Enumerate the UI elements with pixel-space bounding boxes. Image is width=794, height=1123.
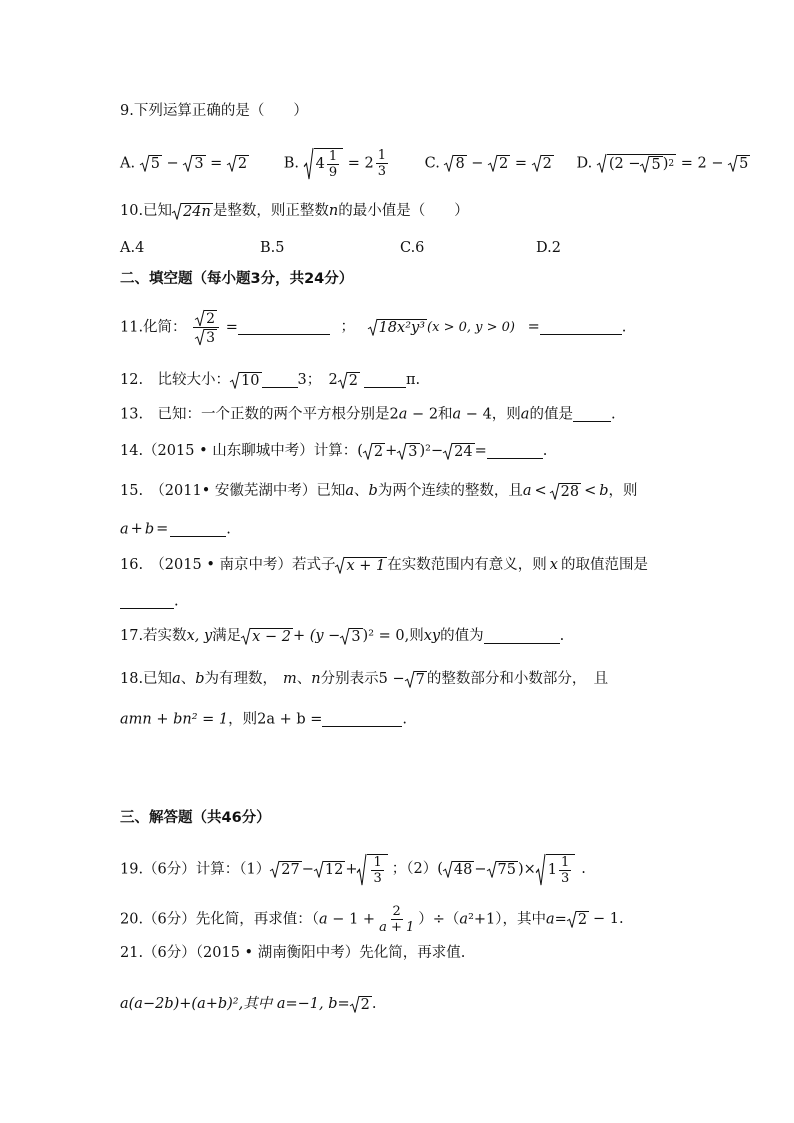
sqrt: 5 <box>140 155 162 172</box>
sqrt: 3 <box>397 443 419 460</box>
option-label: D. <box>576 155 593 172</box>
q9-stem <box>120 104 308 119</box>
sqrt: $\frac{1}{3}$ <box>357 854 387 885</box>
q10-options <box>120 241 561 256</box>
sqrt: 2 <box>338 372 360 389</box>
sqrt: 3 <box>340 628 362 645</box>
sqrt: 5 <box>728 155 750 172</box>
q15-line1: 15. （2011• 安徽芜湖中考）已知a、b为两个连续的整数，且a < 28 < b，则 <box>120 483 638 500</box>
q13: 13. 已知：一个正数的两个平方根分别是2a − 2和a − 4，则a的值是 . <box>120 406 616 423</box>
sqrt: 3 <box>183 155 205 172</box>
answer-blank[interactable] <box>573 407 611 422</box>
section-3-heading: 三、解答题（共46分） <box>120 810 271 826</box>
answer-blank[interactable] <box>170 522 226 537</box>
option-label: A. <box>120 155 136 172</box>
q16-line1: 16. （2015 • 南京中考）若式子 x + 1 在实数范围内有意义，则 x 的取值范围是 <box>120 557 648 574</box>
q10-option-a: A.4 <box>120 240 145 256</box>
sqrt: 2 <box>488 155 510 172</box>
q15-line2: a + b = . <box>120 521 231 538</box>
q9-option-a: A. 5 − 3 = 2 <box>120 155 248 173</box>
q14: 14.（2015 • 山东聊城中考）计算：( 2 + 3 )²− 24 = . <box>120 443 548 460</box>
q9-options <box>120 148 750 179</box>
sqrt: (2 − 5 ) 2 <box>597 154 676 173</box>
sqrt: 2 <box>227 155 249 172</box>
answer-blank[interactable] <box>484 629 560 644</box>
q18-line1: 18.已知a、b为有理数， m、n分别表示5 − 7 的整数部分和小数部分， 且 <box>120 671 609 688</box>
sqrt: x + 1 <box>335 557 387 574</box>
answer-blank[interactable] <box>322 712 402 727</box>
sqrt: x − 2 <box>241 628 293 645</box>
sqrt: 18x²y³ <box>368 319 427 336</box>
sqrt: 12 <box>314 861 345 878</box>
sqrt: 7 <box>405 671 427 688</box>
q19: 19.（6分）计算：（1） 27 − 12 + $\frac{1}{3}$ ；（2）( 48 − 75 )× 1 $\frac{1}{3}$ . <box>120 855 586 886</box>
answer-blank[interactable] <box>120 594 174 609</box>
answer-blank[interactable] <box>238 320 330 335</box>
q10-stem: 10.已知 24n 是整数，则正整数n的最小值是（ ） <box>120 203 469 220</box>
answer-blank[interactable] <box>540 320 622 335</box>
sqrt: 28 <box>550 483 581 500</box>
sqrt: 27 <box>270 861 301 878</box>
option-label: C. <box>424 155 440 172</box>
answer-blank[interactable] <box>487 444 543 459</box>
sqrt: 4 $\frac{1}{9}$ <box>304 148 344 179</box>
sqrt: 24 <box>443 443 474 460</box>
sqrt: 2 <box>532 155 554 172</box>
q10-option-b: B.5 <box>260 240 285 256</box>
answer-blank[interactable] <box>364 373 406 388</box>
q17: 17.若实数x, y满足 x − 2 + (y − 3 )² = 0,则xy的值为 . <box>120 628 565 645</box>
sqrt: 2 <box>350 996 372 1013</box>
sqrt: 24n <box>172 203 213 220</box>
sqrt: 2 <box>363 443 385 460</box>
q18-line2: amn + bn² = 1，则2a + b = . <box>120 711 408 728</box>
q21-line2: a(a−2b)+(a+b)²,其中 a=−1, b= 2 . <box>120 996 377 1013</box>
q9-option-d: D. (2 − 5 ) 2 = 2 − 5 <box>576 155 749 174</box>
q11: 11.化简： $\frac{2}{3}$ = ； 18x²y³ (x > 0, y > 0) = . <box>120 311 627 346</box>
q16-line2: . <box>120 594 179 609</box>
sqrt: 2 <box>567 911 589 928</box>
section-2-heading: 二、填空题（每小题3分，共24分） <box>120 271 354 287</box>
sqrt: 1 $\frac{1}{3}$ <box>536 854 576 885</box>
q20: 20.（6分）先化简，再求值：（a − 1 + $\frac{2}{a + 1}$ ）÷（a²+1），其中a= 2 − 1. <box>120 904 624 935</box>
q21-line1: 21.（6分）（2015 • 湖南衡阳中考）先化简，再求值. <box>120 945 466 961</box>
sqrt: 10 <box>230 372 261 389</box>
q12: 12. 比较大小： 10 3； 2 2 π. <box>120 372 421 389</box>
q10-option-d: D.2 <box>536 240 561 256</box>
answer-blank[interactable] <box>262 373 298 388</box>
sqrt: 48 <box>443 861 474 878</box>
q9-option-b: B. 4 $\frac{1}{9}$ = 2 $\frac{1}{3}$ <box>283 148 387 180</box>
q10-option-c: C.6 <box>400 240 425 256</box>
sqrt: 8 <box>444 155 466 172</box>
sqrt: 75 <box>487 861 518 878</box>
q9-option-c: C. 8 − 2 = 2 <box>424 155 552 173</box>
option-label: B. <box>283 155 300 172</box>
q9-stem-text: 9.下列运算正确的是（ ） <box>120 103 308 119</box>
